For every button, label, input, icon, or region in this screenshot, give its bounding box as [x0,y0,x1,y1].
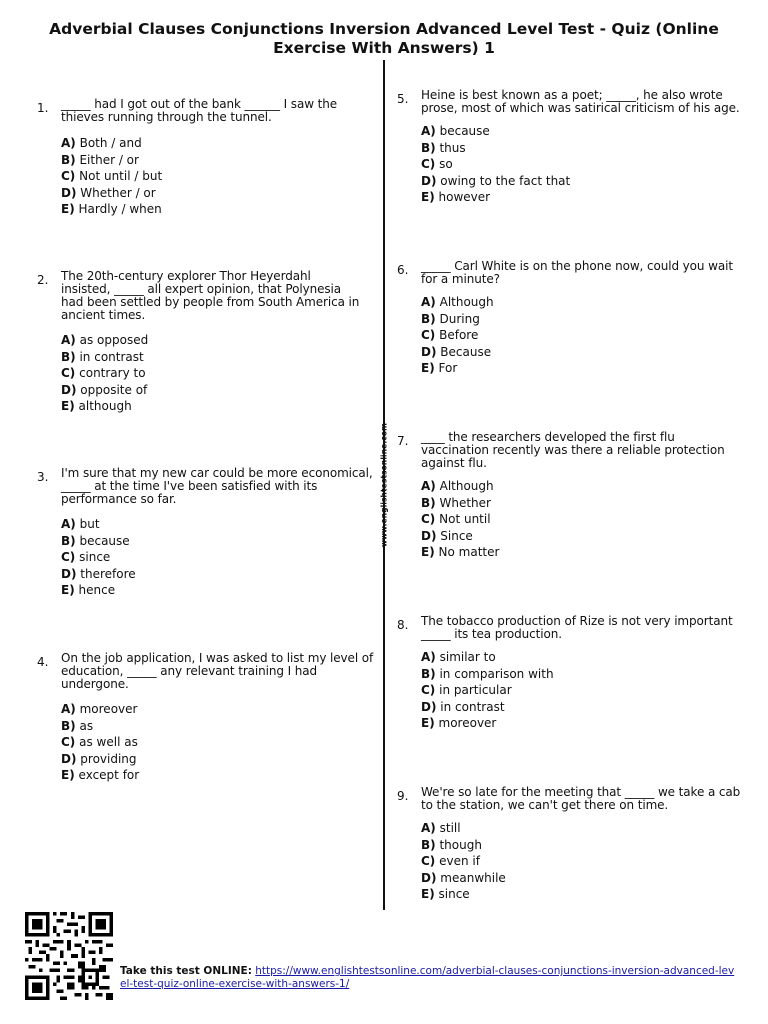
question-number: 3. [37,470,49,484]
option-text: For [438,361,458,375]
option-d[interactable] [421,528,499,545]
option-a[interactable] [61,135,162,152]
option-text: Since [440,528,473,543]
option-text: because [439,124,490,138]
option-text: in comparison with [439,666,554,681]
option-letter: E) [421,361,435,375]
option-list [61,135,162,218]
option-c[interactable] [421,511,499,528]
question-number: 8. [397,618,409,632]
option-list [421,649,554,732]
option-text: since [438,887,470,901]
option-b[interactable] [421,666,554,683]
question-text: Heine is best known as a poet; _____, he also wrote prose, most of which was satirical criticism of his age. [421,88,740,115]
option-text: owing to the fact that [440,173,571,188]
option-e[interactable] [421,360,494,377]
option-c[interactable] [61,365,148,382]
option-text: Whether [439,495,491,510]
option-a[interactable] [61,701,139,718]
option-c[interactable] [421,156,570,173]
option-d[interactable] [421,344,494,361]
option-letter: E) [61,768,75,782]
option-e[interactable] [61,398,148,415]
option-letter: C) [421,512,436,526]
option-list [61,332,148,415]
option-text: Either / or [79,152,139,167]
option-c[interactable] [61,549,136,566]
option-letter: A) [421,821,436,835]
option-c[interactable] [421,682,554,699]
option-text: During [439,311,480,326]
option-letter: C) [421,328,436,342]
option-text: Not until [439,512,491,526]
option-text: similar to [439,650,496,664]
footer [120,965,740,991]
option-e[interactable] [421,715,554,732]
option-e[interactable] [421,544,499,561]
option-letter: A) [61,333,76,347]
option-d[interactable] [61,566,136,583]
option-letter: A) [421,650,436,664]
option-b[interactable] [421,140,570,157]
option-text: therefore [80,566,136,581]
option-letter: D) [421,699,437,714]
option-b[interactable] [61,152,162,169]
option-text: except for [78,768,140,782]
vertical-site-url: www.englishtestsonline.com [379,422,389,548]
option-letter: C) [61,550,76,564]
option-letter: A) [61,136,76,150]
option-e[interactable] [61,767,139,784]
option-text: in particular [439,683,512,697]
option-text: as [79,718,94,733]
option-e[interactable] [61,201,162,218]
option-text: though [439,837,482,852]
option-letter: D) [421,344,437,359]
option-letter: C) [421,854,436,868]
option-a[interactable] [61,332,148,349]
question-text: On the job application, I was asked to list my level of education, _____ any relevant training I had undergone. [61,651,374,691]
option-text: contrary to [79,366,146,380]
option-a[interactable] [421,820,506,837]
option-letter: E) [61,399,75,413]
option-text: even if [439,854,480,868]
option-d[interactable] [61,382,148,399]
option-letter: B) [61,349,76,364]
option-d[interactable] [421,173,570,190]
option-text: but [79,517,100,531]
option-letter: A) [61,702,76,716]
option-letter: E) [421,887,435,901]
option-letter: E) [61,583,75,597]
option-b[interactable] [421,311,494,328]
question-text: The 20th-century explorer Thor Heyerdahl insisted, _____ all expert opinion, that Polynesia had been settled by people from South America in ancient times. [61,269,360,322]
option-c[interactable] [61,734,139,751]
option-letter: C) [421,683,436,697]
option-letter: B) [421,495,436,510]
option-letter: B) [61,152,76,167]
question-number: 1. [37,101,49,115]
option-c[interactable] [61,168,162,185]
option-text: Before [439,328,479,342]
option-letter: B) [61,533,76,548]
question-text: ____ the researchers developed the first flu vaccination recently was there a reliable protection against flu. [421,430,725,470]
option-text: in contrast [79,349,144,364]
question-number: 6. [397,263,409,277]
option-text: however [438,190,491,204]
question-number: 7. [397,434,409,448]
option-letter: D) [61,185,77,200]
option-text: opposite of [80,382,148,397]
option-b[interactable] [421,495,499,512]
option-e[interactable] [421,886,506,903]
option-text: Because [440,344,492,359]
question-text: I'm sure that my new car could be more economical, _____ at the time I've been satisfied with its performance so far. [61,466,373,506]
option-letter: A) [61,517,76,531]
option-a[interactable] [421,649,554,666]
option-text: since [79,550,111,564]
option-text: as opposed [79,333,149,347]
option-text: Both / and [79,136,142,150]
option-letter: C) [61,169,76,183]
option-a[interactable] [421,294,494,311]
option-letter: E) [421,716,435,730]
option-text: meanwhile [440,870,506,885]
option-letter: D) [61,751,77,766]
option-text: providing [80,751,137,766]
option-letter: D) [61,566,77,581]
option-d[interactable] [61,751,139,768]
page-title: Adverbial Clauses Conjunctions Inversion Advanced Level Test - Quiz (Online Exercise With Answers) 1 [49,20,719,57]
option-c[interactable] [421,853,506,870]
question-text: _____ Carl White is on the phone now, could you wait for a minute? [421,259,733,286]
option-text: hence [78,583,116,597]
option-a[interactable] [61,516,136,533]
question-number: 9. [397,789,409,803]
option-list [421,123,570,206]
option-text: Whether / or [80,185,156,200]
option-text: thus [439,140,466,155]
option-list [421,478,499,561]
option-text: Although [439,295,494,309]
option-d[interactable] [61,185,162,202]
option-letter: C) [61,735,76,749]
option-a[interactable] [421,123,570,140]
option-text: although [78,399,132,413]
option-d[interactable] [421,699,554,716]
footer-link[interactable]: https://www.englishtestsonline.com/adverbial-clauses-conjunctions-inversion-advanced-level-test-quiz-online-exercise-with-answers-1/ [120,965,735,990]
option-letter: C) [421,157,436,171]
option-letter: E) [421,545,435,559]
option-letter: B) [421,311,436,326]
option-e[interactable] [61,582,136,599]
option-letter: E) [421,190,435,204]
option-letter: B) [421,666,436,681]
option-text: moreover [438,716,497,730]
option-list [421,294,494,377]
question-text: We're so late for the meeting that _____ we take a cab to the station, we can't get there on time. [421,785,741,812]
option-letter: C) [61,366,76,380]
option-letter: D) [421,173,437,188]
question-text: _____ had I got out of the bank ______ I saw the thieves running through the tunnel. [61,97,338,124]
option-b[interactable] [61,349,148,366]
option-text: No matter [438,545,500,559]
option-b[interactable] [61,718,139,735]
question-number: 2. [37,273,49,287]
option-c[interactable] [421,327,494,344]
option-letter: D) [421,870,437,885]
option-list [61,516,136,599]
option-letter: D) [61,382,77,397]
option-b[interactable] [421,837,506,854]
option-a[interactable] [421,478,499,495]
option-text: so [439,157,453,171]
option-d[interactable] [421,870,506,887]
option-b[interactable] [61,533,136,550]
option-letter: D) [421,528,437,543]
option-letter: A) [421,124,436,138]
option-letter: B) [421,837,436,852]
option-text: moreover [79,702,138,716]
question-number: 4. [37,655,49,669]
question-number: 5. [397,92,409,106]
option-text: Although [439,479,494,493]
option-letter: A) [421,295,436,309]
option-text: in contrast [440,699,505,714]
option-letter: E) [61,202,75,216]
option-text: Hardly / when [78,202,162,216]
option-text: because [79,533,130,548]
option-text: still [439,821,461,835]
qr-code-icon[interactable] [25,912,113,1000]
option-list [61,701,139,784]
option-list [421,820,506,903]
option-text: as well as [79,735,138,749]
option-letter: B) [61,718,76,733]
option-text: Not until / but [79,169,163,183]
question-text: The tobacco production of Rize is not very important _____ its tea production. [421,614,733,641]
option-letter: A) [421,479,436,493]
option-letter: B) [421,140,436,155]
option-e[interactable] [421,189,570,206]
footer-label: Take this test ONLINE: [120,965,252,977]
